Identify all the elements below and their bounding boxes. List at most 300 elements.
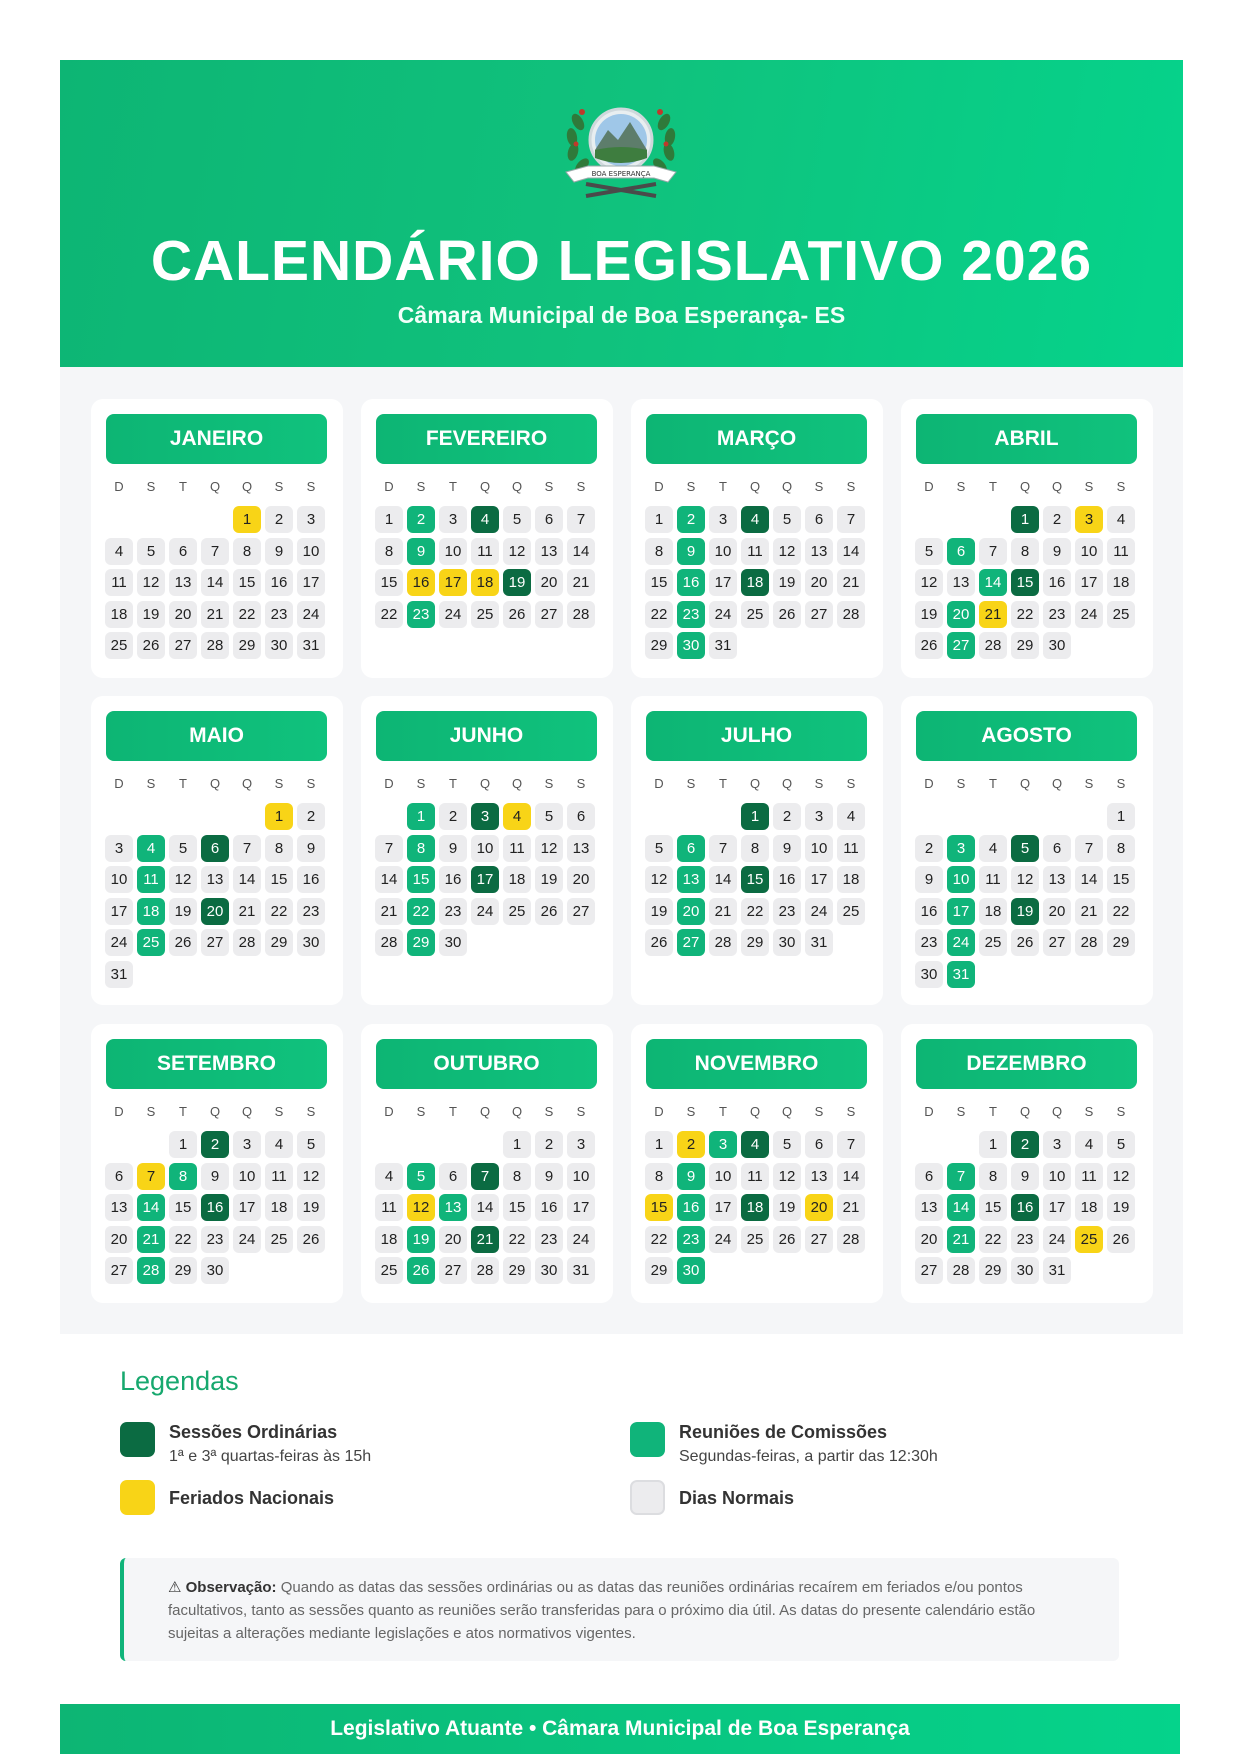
day-cell: 10 [471, 835, 499, 862]
day-cell: 17 [1075, 569, 1103, 596]
day-cell: 12 [137, 569, 165, 596]
day-cell: 25 [741, 1226, 769, 1253]
day-cell: 15 [265, 866, 293, 893]
day-cell: 21 [1075, 898, 1103, 925]
legend-swatch-feriados [120, 1480, 155, 1515]
day-cell: 25 [471, 601, 499, 628]
observation-label: Observação: [185, 1579, 277, 1596]
day-cell: 24 [709, 601, 737, 628]
day-cell: 28 [471, 1257, 499, 1284]
day-cell: 15 [979, 1194, 1007, 1221]
legend-label: Dias Normais [679, 1488, 795, 1508]
weekday-label: Q [781, 1104, 793, 1119]
day-cell: 8 [979, 1163, 1007, 1190]
empty-cell [439, 1131, 467, 1158]
day-cell: 12 [169, 866, 197, 893]
day-cell: 12 [535, 835, 563, 862]
day-cell-comissao: 17 [947, 898, 975, 925]
empty-cell [375, 1131, 403, 1158]
day-cell: 14 [1075, 866, 1103, 893]
day-cell: 12 [773, 1163, 801, 1190]
day-cell: 6 [169, 538, 197, 565]
day-cell-comissao: 23 [677, 1226, 705, 1253]
day-cell: 22 [375, 601, 403, 628]
day-cell: 26 [1107, 1226, 1135, 1253]
day-cell: 22 [1011, 601, 1039, 628]
weekday-label: D [654, 479, 664, 494]
day-cell: 29 [503, 1257, 531, 1284]
day-cell: 27 [567, 898, 595, 925]
day-cell: 9 [915, 866, 943, 893]
day-cell: 19 [137, 601, 165, 628]
weekday-label: Q [209, 776, 221, 791]
day-cell: 2 [439, 803, 467, 830]
day-cell: 1 [645, 1131, 673, 1158]
day-cell: 4 [375, 1163, 403, 1190]
day-cell: 3 [1043, 1131, 1071, 1158]
day-cell-sessao: 1 [1011, 506, 1039, 533]
day-cell: 7 [837, 506, 865, 533]
day-cell-sessao: 18 [741, 569, 769, 596]
day-cell: 26 [1011, 929, 1039, 956]
empty-cell [375, 803, 403, 830]
empty-cell [407, 1131, 435, 1158]
day-cell: 24 [297, 601, 325, 628]
day-cell: 6 [805, 506, 833, 533]
day-cell: 20 [805, 569, 833, 596]
day-cell-comissao: 8 [407, 835, 435, 862]
weekday-label: T [989, 1104, 997, 1119]
day-cell: 8 [1107, 835, 1135, 862]
day-cell: 25 [105, 632, 133, 659]
weekday-label: S [576, 776, 586, 791]
day-cell-comissao: 23 [407, 601, 435, 628]
day-cell: 11 [503, 835, 531, 862]
day-cell: 7 [233, 835, 261, 862]
day-cell-feriado: 20 [805, 1194, 833, 1221]
day-cell: 8 [1011, 538, 1039, 565]
day-cell: 7 [979, 538, 1007, 565]
days-grid [645, 506, 869, 659]
day-cell: 30 [265, 632, 293, 659]
weekday-label: S [686, 776, 696, 791]
weekday-label: S [274, 479, 284, 494]
month-card [901, 399, 1153, 678]
day-cell: 3 [297, 506, 325, 533]
empty-cell [137, 803, 165, 830]
day-cell: 15 [1107, 866, 1135, 893]
day-cell: 9 [265, 538, 293, 565]
day-cell: 4 [1075, 1131, 1103, 1158]
day-cell: 5 [773, 506, 801, 533]
day-cell: 2 [265, 506, 293, 533]
weekday-label: S [956, 776, 966, 791]
day-cell: 28 [837, 1226, 865, 1253]
month-title: FEVEREIRO [376, 414, 597, 464]
day-cell: 1 [1107, 803, 1135, 830]
day-cell-comissao: 14 [979, 569, 1007, 596]
day-cell: 9 [439, 835, 467, 862]
day-cell-comissao: 20 [947, 601, 975, 628]
day-cell: 8 [645, 538, 673, 565]
day-cell-sessao: 4 [471, 506, 499, 533]
weekday-label: Q [749, 1104, 761, 1119]
day-cell: 11 [265, 1163, 293, 1190]
day-cell: 23 [535, 1226, 563, 1253]
header-banner [60, 60, 1183, 367]
day-cell-sessao: 17 [471, 866, 499, 893]
empty-cell [947, 1131, 975, 1158]
day-cell: 6 [105, 1163, 133, 1190]
legend-swatch-normais [630, 1480, 665, 1515]
day-cell: 14 [837, 1163, 865, 1190]
day-cell-sessao: 2 [1011, 1131, 1039, 1158]
day-cell: 15 [375, 569, 403, 596]
month-card [631, 1024, 883, 1303]
legend-label: Reuniões de Comissões [679, 1422, 888, 1442]
empty-cell [709, 803, 737, 830]
day-cell: 13 [169, 569, 197, 596]
day-cell-comissao: 26 [407, 1257, 435, 1284]
weekday-label: D [654, 776, 664, 791]
day-cell-comissao: 18 [137, 898, 165, 925]
day-cell: 26 [503, 601, 531, 628]
observation-text: Quando as datas das sessões ordinárias ou as datas das reuniões ordinárias recaírem em feriados e/ou pontos facultativos, tanto as sessões quanto as reuniões serão transferidas para o próximo dia útil. As datas do presente calendário estão sujeitas a alterações mediante legislações e atos normativos vigentes. [168, 1579, 1036, 1642]
day-cell: 19 [297, 1194, 325, 1221]
day-cell: 5 [773, 1131, 801, 1158]
day-cell: 9 [773, 835, 801, 862]
day-cell: 29 [169, 1257, 197, 1284]
day-cell-comissao: 6 [947, 538, 975, 565]
day-cell: 30 [201, 1257, 229, 1284]
month-card [361, 399, 613, 678]
day-cell: 1 [503, 1131, 531, 1158]
day-cell-sessao: 6 [201, 835, 229, 862]
weekday-header [105, 776, 329, 791]
day-cell-feriado: 16 [407, 569, 435, 596]
day-cell: 14 [471, 1194, 499, 1221]
weekday-label: S [846, 479, 856, 494]
day-cell: 9 [297, 835, 325, 862]
weekday-header [375, 1104, 599, 1119]
day-cell: 29 [645, 632, 673, 659]
footer-bar [60, 1704, 1180, 1754]
legend-label: Feriados Nacionais [169, 1488, 335, 1508]
weekday-label: S [306, 479, 316, 494]
day-cell-comissao: 16 [677, 1194, 705, 1221]
day-cell-comissao: 4 [137, 835, 165, 862]
day-cell: 15 [645, 569, 673, 596]
day-cell: 22 [979, 1226, 1007, 1253]
day-cell: 18 [979, 898, 1007, 925]
day-cell: 3 [709, 506, 737, 533]
empty-cell [1075, 803, 1103, 830]
day-cell: 19 [915, 601, 943, 628]
day-cell: 29 [1011, 632, 1039, 659]
day-cell: 2 [915, 835, 943, 862]
day-cell-sessao: 19 [1011, 898, 1039, 925]
weekday-label: Q [781, 776, 793, 791]
weekday-label: S [814, 479, 824, 494]
weekday-label: S [1084, 776, 1094, 791]
weekday-label: Q [1019, 776, 1031, 791]
day-cell: 12 [915, 569, 943, 596]
days-grid [645, 1131, 869, 1284]
day-cell-sessao: 18 [741, 1194, 769, 1221]
month-card [631, 399, 883, 678]
day-cell-comissao: 30 [677, 1257, 705, 1284]
legend-description: Segundas-feiras, a partir das 12:30h [679, 1448, 938, 1465]
month-card [91, 696, 343, 1005]
month-card [91, 1024, 343, 1303]
month-card [361, 696, 613, 1005]
weekday-label: T [989, 776, 997, 791]
empty-cell [169, 506, 197, 533]
weekday-label: D [384, 479, 394, 494]
day-cell: 18 [503, 866, 531, 893]
day-cell: 10 [567, 1163, 595, 1190]
day-cell-comissao: 6 [677, 835, 705, 862]
day-cell: 11 [1075, 1163, 1103, 1190]
legend-title: Legendas [120, 1366, 239, 1396]
day-cell: 22 [741, 898, 769, 925]
day-cell: 2 [297, 803, 325, 830]
day-cell: 23 [1011, 1226, 1039, 1253]
month-title: JANEIRO [106, 414, 327, 464]
month-card [901, 1024, 1153, 1303]
day-cell: 20 [915, 1226, 943, 1253]
day-cell-feriado: 7 [137, 1163, 165, 1190]
day-cell-comissao: 20 [677, 898, 705, 925]
days-grid [105, 1131, 329, 1284]
day-cell: 11 [741, 1163, 769, 1190]
day-cell-feriado: 4 [503, 803, 531, 830]
day-cell-sessao: 15 [741, 866, 769, 893]
day-cell-comissao: 14 [947, 1194, 975, 1221]
day-cell: 28 [567, 601, 595, 628]
weekday-label: S [416, 1104, 426, 1119]
day-cell-comissao: 19 [407, 1226, 435, 1253]
empty-cell [915, 1131, 943, 1158]
weekday-label: D [114, 776, 124, 791]
day-cell-comissao: 9 [407, 538, 435, 565]
day-cell: 27 [105, 1257, 133, 1284]
day-cell: 22 [645, 601, 673, 628]
legend-swatch-sessoes [120, 1422, 155, 1457]
day-cell: 27 [535, 601, 563, 628]
day-cell: 13 [805, 1163, 833, 1190]
day-cell-sessao: 5 [1011, 835, 1039, 862]
day-cell: 27 [1043, 929, 1071, 956]
day-cell: 24 [567, 1226, 595, 1253]
day-cell: 7 [567, 506, 595, 533]
day-cell: 12 [297, 1163, 325, 1190]
day-cell: 25 [375, 1257, 403, 1284]
day-cell: 6 [1043, 835, 1071, 862]
day-cell: 1 [375, 506, 403, 533]
day-cell: 19 [645, 898, 673, 925]
day-cell-sessao: 21 [471, 1226, 499, 1253]
day-cell: 16 [535, 1194, 563, 1221]
weekday-label: S [846, 1104, 856, 1119]
day-cell-comissao: 7 [947, 1163, 975, 1190]
day-cell: 29 [979, 1257, 1007, 1284]
page-subtitle: Câmara Municipal de Boa Esperança- ES [397, 302, 846, 328]
weekday-header [645, 776, 869, 791]
day-cell-feriado: 2 [677, 1131, 705, 1158]
day-cell-comissao: 9 [677, 538, 705, 565]
weekday-header [105, 479, 329, 494]
empty-cell [645, 803, 673, 830]
day-cell: 5 [645, 835, 673, 862]
weekday-header [105, 1104, 329, 1119]
day-cell-sessao: 20 [201, 898, 229, 925]
day-cell: 31 [709, 632, 737, 659]
day-cell: 23 [1043, 601, 1071, 628]
day-cell: 3 [233, 1131, 261, 1158]
month-title: SETEMBRO [106, 1039, 327, 1089]
weekday-label: S [416, 776, 426, 791]
day-cell: 24 [709, 1226, 737, 1253]
month-title: JUNHO [376, 711, 597, 761]
weekday-label: Q [781, 479, 793, 494]
day-cell-comissao: 1 [407, 803, 435, 830]
day-cell: 9 [201, 1163, 229, 1190]
day-cell: 16 [297, 866, 325, 893]
day-cell: 16 [1043, 569, 1071, 596]
weekday-label: S [544, 1104, 554, 1119]
day-cell: 24 [471, 898, 499, 925]
day-cell-comissao: 15 [407, 866, 435, 893]
day-cell: 11 [105, 569, 133, 596]
day-cell-sessao: 1 [741, 803, 769, 830]
day-cell: 13 [947, 569, 975, 596]
weekday-header [915, 776, 1139, 791]
day-cell: 16 [265, 569, 293, 596]
day-cell: 15 [169, 1194, 197, 1221]
legend-label: Sessões Ordinárias [169, 1422, 338, 1442]
weekday-label: Q [479, 479, 491, 494]
day-cell: 5 [503, 506, 531, 533]
day-cell: 11 [837, 835, 865, 862]
weekday-header [915, 1104, 1139, 1119]
day-cell: 17 [709, 569, 737, 596]
day-cell: 16 [773, 866, 801, 893]
day-cell: 29 [645, 1257, 673, 1284]
day-cell: 7 [1075, 835, 1103, 862]
day-cell: 4 [105, 538, 133, 565]
day-cell: 1 [979, 1131, 1007, 1158]
page-title: CALENDÁRIO LEGISLATIVO 2026 [150, 229, 1093, 293]
day-cell: 17 [567, 1194, 595, 1221]
weekday-label: D [114, 479, 124, 494]
day-cell: 20 [105, 1226, 133, 1253]
day-cell: 23 [297, 898, 325, 925]
day-cell: 14 [567, 538, 595, 565]
day-cell: 19 [169, 898, 197, 925]
weekday-label: S [146, 776, 156, 791]
empty-cell [915, 803, 943, 830]
day-cell: 13 [805, 538, 833, 565]
day-cell: 8 [741, 835, 769, 862]
day-cell: 28 [979, 632, 1007, 659]
month-card [91, 399, 343, 678]
day-cell: 1 [645, 506, 673, 533]
day-cell: 22 [233, 601, 261, 628]
day-cell: 3 [439, 506, 467, 533]
weekday-label: S [306, 776, 316, 791]
day-cell: 18 [265, 1194, 293, 1221]
day-cell: 5 [915, 538, 943, 565]
day-cell: 30 [535, 1257, 563, 1284]
day-cell: 27 [201, 929, 229, 956]
weekday-label: S [146, 479, 156, 494]
day-cell: 5 [137, 538, 165, 565]
day-cell-comissao: 14 [137, 1194, 165, 1221]
days-grid [375, 803, 599, 956]
day-cell: 30 [439, 929, 467, 956]
day-cell-comissao: 10 [947, 866, 975, 893]
weekday-label: D [924, 776, 934, 791]
day-cell: 14 [837, 538, 865, 565]
day-cell: 12 [773, 538, 801, 565]
day-cell: 26 [535, 898, 563, 925]
weekday-label: T [179, 1104, 187, 1119]
day-cell: 26 [773, 1226, 801, 1253]
weekday-label: T [719, 1104, 727, 1119]
day-cell: 26 [169, 929, 197, 956]
day-cell: 6 [535, 506, 563, 533]
weekday-label: Q [749, 776, 761, 791]
day-cell: 24 [1043, 1226, 1071, 1253]
weekday-label: T [449, 1104, 457, 1119]
day-cell: 17 [805, 866, 833, 893]
day-cell: 16 [915, 898, 943, 925]
day-cell: 23 [439, 898, 467, 925]
day-cell-comissao: 8 [169, 1163, 197, 1190]
weekday-label: D [384, 776, 394, 791]
day-cell-sessao: 19 [503, 569, 531, 596]
day-cell: 17 [297, 569, 325, 596]
month-title: MARÇO [646, 414, 867, 464]
day-cell-comissao: 28 [137, 1257, 165, 1284]
empty-cell [471, 1131, 499, 1158]
weekday-header [645, 1104, 869, 1119]
day-cell: 21 [567, 569, 595, 596]
day-cell: 22 [265, 898, 293, 925]
weekday-label: S [576, 479, 586, 494]
day-cell: 27 [805, 601, 833, 628]
day-cell: 19 [1107, 1194, 1135, 1221]
day-cell: 20 [169, 601, 197, 628]
empty-cell [947, 506, 975, 533]
weekday-label: S [544, 776, 554, 791]
day-cell: 25 [1107, 601, 1135, 628]
day-cell: 22 [169, 1226, 197, 1253]
day-cell: 28 [837, 601, 865, 628]
day-cell: 17 [709, 1194, 737, 1221]
day-cell: 12 [1107, 1163, 1135, 1190]
day-cell: 28 [1075, 929, 1103, 956]
days-grid [915, 1131, 1139, 1284]
day-cell: 6 [439, 1163, 467, 1190]
day-cell: 15 [233, 569, 261, 596]
day-cell: 4 [837, 803, 865, 830]
day-cell: 27 [169, 632, 197, 659]
empty-cell [201, 803, 229, 830]
weekday-label: Q [479, 776, 491, 791]
day-cell: 18 [837, 866, 865, 893]
